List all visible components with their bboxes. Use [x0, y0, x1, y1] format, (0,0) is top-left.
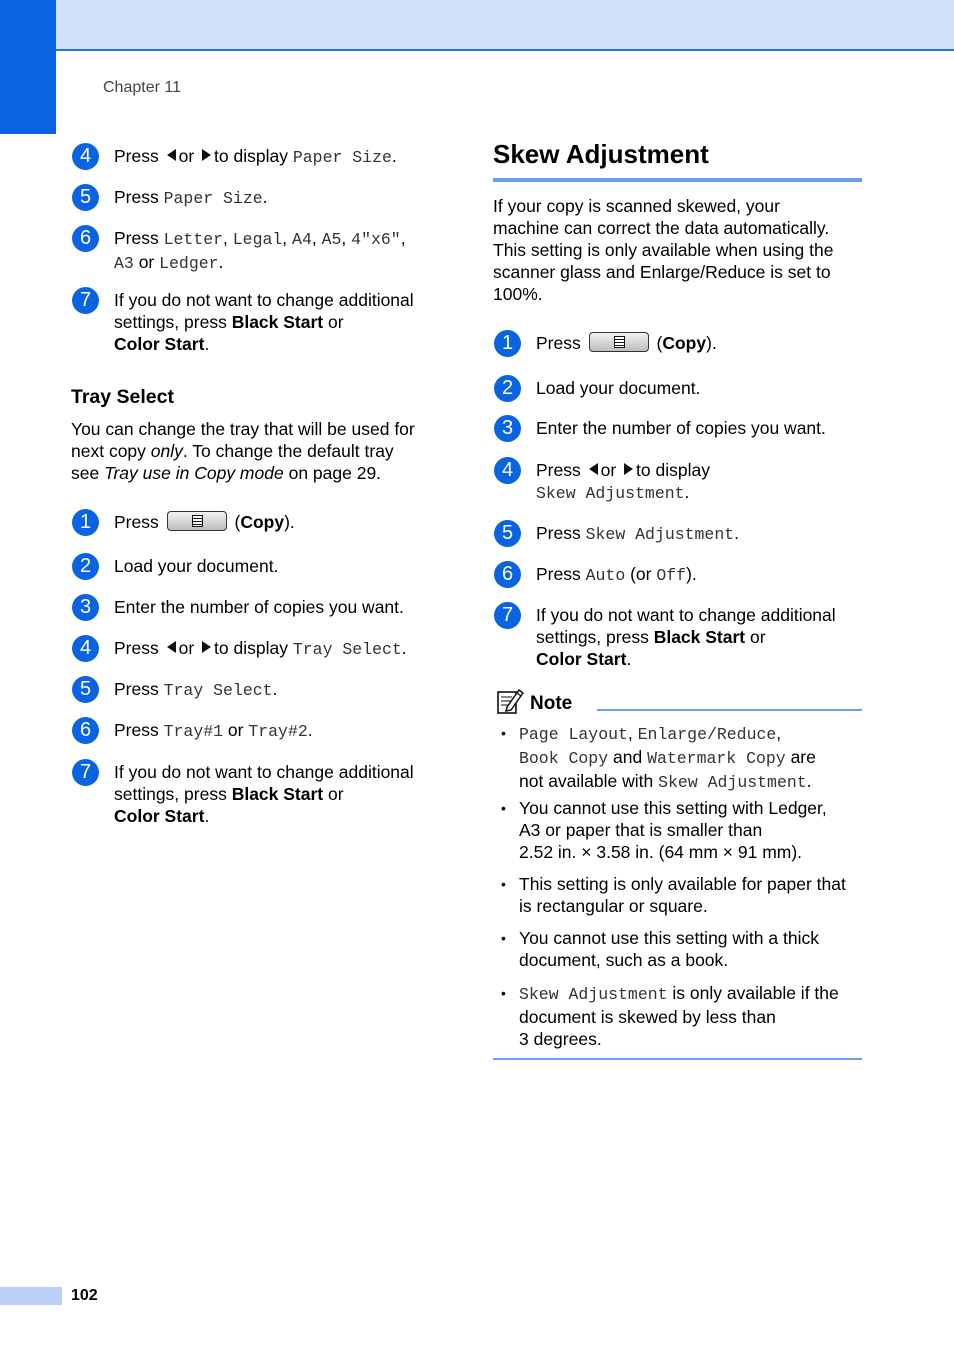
left-step-4	[72, 145, 397, 170]
skew-adjustment-heading: Skew Adjustment	[493, 139, 709, 169]
step-number: 6	[72, 717, 99, 744]
skew-intro: If your copy is scanned skewed, your machine can correct the data automatically. This setting is only available when using the scanner glass and Enlarge/Reduce is set to 100%.	[493, 196, 834, 304]
step-text: Press Auto (or Off).	[536, 564, 697, 585]
step-number: 7	[72, 287, 99, 314]
step-text: Enter the number of copies you want.	[536, 418, 826, 438]
step-number: 5	[72, 184, 99, 211]
page-number: 102	[71, 1287, 98, 1304]
step-text: Press Skew Adjustment.	[536, 523, 740, 544]
footer-tab	[0, 1287, 62, 1305]
step-number: 4	[72, 635, 99, 662]
step-text: Press or to display Tray Select.	[114, 638, 407, 659]
right-arrow-icon	[624, 463, 633, 475]
tray-step-5	[72, 678, 277, 703]
left-arrow-icon	[167, 641, 176, 653]
step-number: 2	[494, 375, 521, 402]
step-number: 4	[72, 143, 99, 170]
step-number: 6	[72, 225, 99, 252]
skew-step-2	[494, 377, 700, 402]
copy-button-icon	[167, 511, 227, 531]
right-arrow-icon	[202, 149, 211, 161]
step-number: 5	[494, 520, 521, 547]
note-pencil-icon	[496, 687, 524, 715]
step-number: 6	[494, 561, 521, 588]
tray-step-1	[72, 511, 295, 536]
step-number: 7	[494, 602, 521, 629]
note-bottom-rule	[493, 1058, 862, 1060]
tray-step-4	[72, 637, 407, 662]
tray-select-intro: You can change the tray that will be used for next copy only. To change the default tray see Tray use in Copy mode on page 29.	[71, 419, 415, 483]
note-bullet-5: • Skew Adjustment is only available if the document is skewed by less than 3 degrees.	[501, 983, 839, 1049]
header-band	[0, 0, 954, 51]
note-bullet-2: • You cannot use this setting with Ledger, A3 or paper that is smaller than 2.52 in. × 3.58 in. (64 mm × 91 mm).	[501, 798, 827, 862]
step-text: Press Letter, Legal, A4, A5, 4"x6", A3 or Ledger.	[114, 228, 406, 273]
heading-rule	[493, 178, 862, 182]
step-text: Load your document.	[536, 378, 701, 398]
tray-step-7	[72, 761, 414, 827]
step-text: Enter the number of copies you want.	[114, 597, 404, 617]
step-text: Press or to display Skew Adjustment.	[536, 460, 710, 503]
note-bullet-4: • You cannot use this setting with a thick document, such as a book.	[501, 928, 819, 970]
step-text: Press Paper Size.	[114, 187, 268, 208]
step-number: 3	[494, 415, 521, 442]
skew-step-7	[494, 604, 836, 670]
step-text: If you do not want to change additional settings, press Black Start or Color Start.	[536, 605, 836, 669]
tray-step-6	[72, 719, 313, 744]
step-text: If you do not want to change additional settings, press Black Start or Color Start.	[114, 762, 414, 826]
tray-step-2	[72, 555, 278, 580]
skew-step-6	[494, 563, 697, 588]
left-step-7	[72, 289, 414, 355]
copy-button-icon	[589, 332, 649, 352]
note-bullet-3: • This setting is only available for paper that is rectangular or square.	[501, 874, 846, 916]
skew-step-5	[494, 522, 739, 547]
left-step-5	[72, 186, 268, 211]
step-text: If you do not want to change additional settings, press Black Start or Color Start.	[114, 290, 414, 354]
step-number: 2	[72, 553, 99, 580]
tray-step-3	[72, 596, 404, 621]
step-text: Press Tray Select.	[114, 679, 278, 700]
step-number: 4	[494, 457, 521, 484]
note-rule	[597, 709, 862, 711]
right-arrow-icon	[202, 641, 211, 653]
step-number: 1	[494, 330, 521, 357]
step-text: Load your document.	[114, 556, 279, 576]
step-number: 7	[72, 759, 99, 786]
skew-step-3	[494, 417, 826, 442]
step-text: Press (Copy).	[536, 333, 717, 353]
chapter-tab	[0, 0, 56, 134]
note-bullet-1: • Page Layout, Enlarge/Reduce, Book Copy and Watermark Copy are not available with Skew Adjustment.	[501, 723, 816, 792]
step-text: Press (Copy).	[114, 512, 295, 532]
left-arrow-icon	[167, 149, 176, 161]
step-number: 1	[72, 509, 99, 536]
step-number: 5	[72, 676, 99, 703]
tray-select-heading: Tray Select	[71, 386, 174, 408]
skew-step-1	[494, 332, 717, 357]
note-title: Note	[530, 693, 573, 714]
step-number: 3	[72, 594, 99, 621]
skew-step-4	[494, 459, 710, 505]
chapter-label: Chapter 11	[103, 79, 181, 96]
step-text: Press or to display Paper Size.	[114, 146, 397, 167]
left-step-6	[72, 227, 444, 275]
left-arrow-icon	[589, 463, 598, 475]
step-text: Press Tray#1 or Tray#2.	[114, 720, 313, 741]
